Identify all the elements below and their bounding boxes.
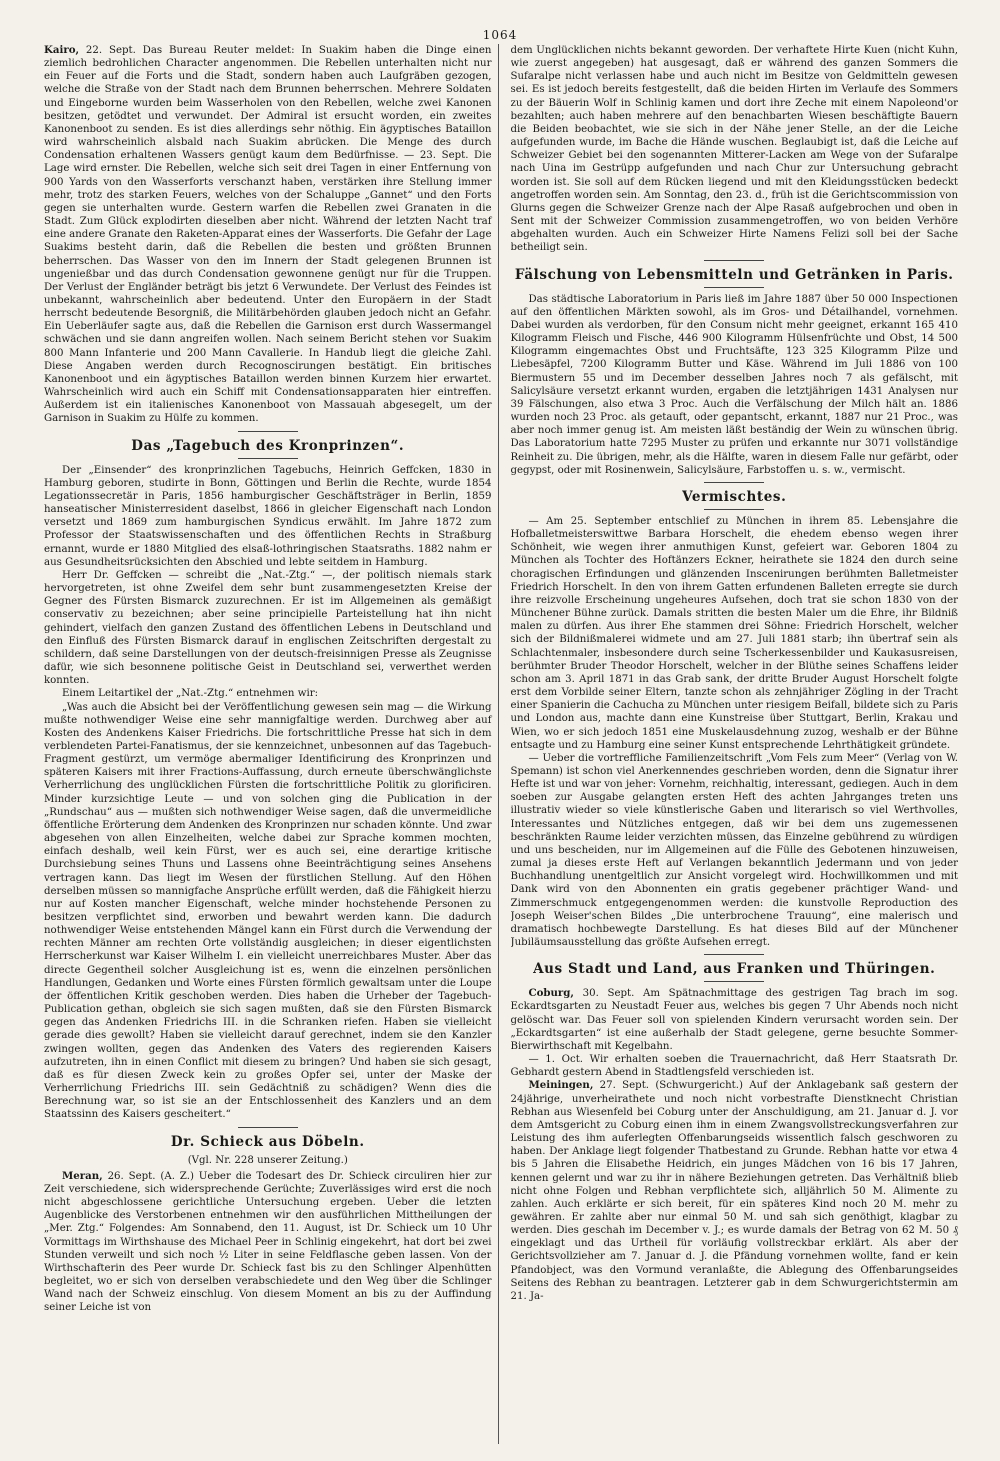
tagebuch-heading: Das „Tagebuch des Kronprinzen“. — [131, 437, 405, 454]
divider — [704, 509, 764, 510]
page-number: 1064 — [482, 28, 518, 42]
divider — [704, 260, 764, 261]
divider — [238, 458, 298, 459]
vermischtes-paragraph-2: — Ueber die vortreffliche Familienzeitschrift „Vom Fels zum Meer“ (Verlag von W. Spemann) ist schon viel Anerkennendes geschrieben worden, denn die Signatur ihrer Hefte ist und war von jeher: Vornehm, reichhaltig, interessant, gediegen. Auch in dem soeben zur Ausgabe gelangten ersten Heft des achten Jahrganges treten uns illustrativ wieder so viele künstlerische Gaben und literarisch so viel Werthvolles, Interessantes und Nützliches entgegen, daß wir bei dem uns zugemessenen beschränkten Raume leider verzichten müssen, das Einzelne gebührend zu würdigen und uns bescheiden, nur im Allgemeinen auf die Fülle des Gebotenen hinzuweisen, zumal ja dieses erste Heft auf Verlangen bekanntlich Jedermann und von jeder Buchhandlung unentgeltlich zur Ansicht vorgelegt wird. Hochwillkommen und mit Dank wird von den Abonnenten ein gratis gegebener prächtiger Wand- und Zimmerschmuck entgegengenommen werden: die kunstvolle Reproduction des Joseph Weiser'schen Bildes „Die unterbrochene Trauung“, eine malerisch und dramatisch hochbewegte Darstellung. Es hat dieses Bild auf der Münchener Jubiläumsausstellung das größte Aufsehen erregt. — [510, 752, 958, 948]
kairo-article — [44, 44, 492, 426]
right-column — [511, 44, 959, 1444]
schieck-heading: Dr. Schieck aus Döbeln. — [170, 1133, 365, 1150]
schieck-continuation: dem Unglücklichen nichts bekannt geworden. Der verhaftete Hirte Kuen (nicht Kuhn, wie zuerst angegeben) hat ausgesagt, daß er während des ganzen Sommers die Sufaralpe nicht verlassen habe und auch nicht im Besitze von Geldmitteln gewesen sei. Es ist jedoch bereits festgestellt, daß die beiden Hirten im Verlaufe des Sommers zu der Bäuerin Wolf in Schlinig kamen und dort ihre Zeche mit einem Napoleond'or bezahlten; auch haben mehrere auf den benachbarten Wiesen beschäftigte Bauern die Beiden beobachtet, wie sie sich in der Nähe jener Stelle, an der die Leiche aufgefunden wurde, im Bache die Hände wuschen. Beglaubigt ist, daß die Leiche auf Schweizer Gebiet bei den sogenannten Mitterer-Lacken am Wege von der Sufaralpe nach Uina im Gestrüpp aufgefunden und nach Chur zur Untersuchung gebracht worden ist. Sie soll auf dem Rücken liegend und mit den Kleidungsstücken bedeckt angetroffen worden sein. Am Sonntag, den 23. d., früh ist die Gerichtscommission von Glurns gegen die Schweizer Grenze nach der Alpe Rasaß aufgebrochen und oben in Sent mit der Schweizer Commission zusammengetroffen, wo von beiden Verhöre abgehalten wurden. Auch ein Schweizer Hirte Namens Felizi soll bei der Sache betheiligt sein. — [510, 45, 958, 254]
vermischtes-paragraph-1: — Am 25. September entschlief zu München in ihrem 85. Lebensjahre die Hofballetmeisterswittwe Barbara Horschelt, die ehedem ebenso wegen ihrer Schönheit, wie wegen ihrer anmuthigen Kunst, gefeiert war. Geboren 1804 zu München als Tochter des Hoftänzers Eckner, heirathete sie 1824 den durch seine choragischen Erfindungen und glänzenden Inscenirungen berühmten Balletmeister Friedrich Horschelt. In den von ihrem Gatten erfundenen Balleten erregte sie durch ihre reizvolle Erscheinung ungeheures Aufsehen, doch trat sie schon 1830 von der Münchener Bühne zurück. Damals stritten die besten Maler um die Ehre, ihr Bildniß malen zu dürfen. Aus ihrer Ehe stammen drei Söhne: Friedrich Horschelt, welcher sich der Bildnißmalerei widmete und am 27. Juli 1881 starb; ihn übertraf sein als Schlachtenmaler, insbesondere durch seine Tscherkessenbilder und Kaukasusreisen, berühmter Bruder Theodor Horschelt, welcher in der Blüthe seines Schaffens leider schon am 3. April 1871 in das Grab sank, der dritte Bruder August Horschelt folgte erst dem Vorbilde seiner Eltern, tanzte schon als zehnjähriger Zögling in der Tracht einer Spanierin die Cachucha zu München unter riesigem Beifall, bildete sich zu Paris und London aus, machte dann eine Kunstreise über Stuttgart, Berlin, Krakau und Wien, wo er sich jedoch 1851 eine Muskelausdehnung zuzog, weshalb er der Bühne entsagte und zu Hamburg eine seiner Kunst entsprechende Lehrthätigkeit gründete. — [510, 516, 958, 751]
coburg-article — [511, 987, 959, 1053]
paris-text: Das städtische Laboratorium in Paris ließ im Jahre 1887 über 50 000 Inspectionen auf den öffentlichen Märkten sowohl, als im Gros- und Détailhandel, vornehmen. Dabei wurden als verdorben, für den Consum nicht mehr geeignet, erkannt 165 410 Kilogramm Fleisch und Fische, 446 900 Kilogramm Hülsenfrüchte und Obst, 14 500 Kilogramm eingemachtes Obst und Fruchtsäfte, 123 325 Kilogramm Pilze und Liebesäpfel, 7200 Kilogramm Butter und Käse. Während im Juli 1886 von 100 Biermustern 55 und im December desselben Jahres noch 7 als gefälscht, mit Salicylsäure versetzt erkannt wurden, ergaben die letztjährigen 1431 Analysen nur 39 Fälschungen, also etwa 3 Proc. Auch die Verfälschung der Milch hält an. 1886 wurden noch 23 Proc. als getauft, oder gepantscht, erkannt, 1887 nur 21 Proc., was aber noch immer genug ist. Am meisten läßt beständig der Wein zu wünschen übrig. Das Laboratorium hatte 7295 Muster zu prüfen und erkannte nur 3071 vollständige Reinheit zu. Die übrigen, mehr, als die Hälfte, waren in diesem Falle nur gefärbt, oder gegypst, oder mit Rosinenwein, Salicylsäure, Farbstoffen u. s. w., vermischt. — [510, 293, 958, 476]
paris-heading: Fälschung von Lebensmitteln und Getränken in Paris. — [514, 266, 954, 283]
stadt-land-heading: Aus Stadt und Land, aus Franken und Thüringen. — [533, 961, 936, 978]
divider — [238, 1127, 298, 1128]
divider — [704, 981, 764, 982]
oct-note: — 1. Oct. Wir erhalten soeben die Trauernachricht, daß Herr Staatsrath Dr. Gebhardt gestern Abend in Stadtlengsfeld verschieden ist. — [510, 1054, 958, 1079]
divider — [704, 482, 764, 483]
schieck-text: 26. Sept. (A. Z.) Ueber die Todesart des Dr. Schieck circuliren hier zur Zeit verschiedene, sich widersprechende Gerüchte; Zuverlässiges wird erst die noch nicht abgeschlossene gerichtliche Untersuchung ergeben. Ueber die letzten Augenblicke des Verstorbenen entnehmen wir den ausführlichen Mittheilungen der „Mer. Ztg.“ Folgendes: Am Sonnabend, den 11. August, ist Dr. Schieck um 10 Uhr Vormittags im Wirthshause des Michael Peer in Schlinig eingekehrt, hat dort bei zwei Stunden verweilt und sich noch ½ Liter in seine Feldflasche geben lassen. Von der Wirthschafterin des Peer wurde Dr. Schieck fast bis zu den Schlinger Alpenhütten begleitet, wo er sich von derselben verabschiedete und den Weg über die Schlinger Wand nach der Schweiz einschlug. Von diesem Moment an bis zu der Auffindung seiner Leiche ist von — [44, 1170, 492, 1314]
divider — [704, 954, 764, 955]
tagebuch-paragraph-1: Der „Einsender“ des kronprinzlichen Tagebuchs, Heinrich Geffcken, 1830 in Hamburg geboren, studirte in Bonn, Göttingen und Berlin die Rechte, wurde 1854 Legationssecretär in Paris, 1856 hamburgischer Geschäftsträger in Berlin, 1859 hanseatischer Ministerresident daselbst, 1866 in gleicher Eigenschaft nach London versetzt und 1869 zum hamburgischen Syndicus erwählt. Im Jahre 1872 zum Professor der Staatswissenschaften und des öffentlichen Rechts in Straßburg ernannt, wurde er 1880 Mitglied des elsaß-lothringischen Staatsraths. 1882 nahm er aus Gesundheitsrücksichten den Abschied und lebte seitdem in Hamburg. — [44, 464, 492, 568]
coburg-dateline: Coburg, — [528, 987, 574, 1000]
divider — [238, 431, 298, 432]
meiningen-dateline: Meiningen, — [528, 1079, 594, 1092]
kairo-text: 22. Sept. Das Bureau Reuter meldet: In Suakim haben die Dinge einen ziemlich bedrohlichen Character angenommen. Die Rebellen unterhalten nicht nur ein Feuer auf die Forts und die Stadt, sondern haben auch Laufgräben gezogen, welche die Straße von der Stadt nach dem Brunnen beherrschen. Mehrere Soldaten und Eingeborne wurden beim Wasserholen von den Rebellen, welche zwei Kanonen besitzen, getödtet und verwundet. Der Admiral ist ersucht worden, ein zweites Kanonenboot zu senden. Es ist dies allerdings sehr nöthig. Ein ägyptisches Bataillon wird wahrscheinlich alsbald nach Suakim abrücken. Die Menge des durch Condensation erhaltenen Wassers genügt kaum dem Bedürfnisse. — 23. Sept. Die Lage wird ernster. Die Rebellen, welche sich seit drei Tagen in einer Entfernung von 900 Yards von den Wasserforts verschanzt haben, verstärken ihre Stellung immer mehr, trotz des starken Feuers, welches von der Schaluppe „Gannet“ und den Forts gegen sie unterhalten wurde. Gestern warfen die Rebellen zwei Granaten in die Stadt. Zum Glück explodirten dieselben aber nicht. Während der letzten Nacht traf eine andere Granate den Raketen-Apparat eines der Wasserforts. Die Gefahr der Lage Suakims besteht darin, daß die Rebellen die besten und größten Brunnen beherrschen. Das Wasser von den im Innern der Stadt gelegenen Brunnen ist ungenießbar und das durch Condensation gewonnene genügt nur für die Truppen. Der Verlust der Engländer beträgt bis jetzt 6 Verwundete. Der Verlust des Feindes ist unbekannt, wahrscheinlich aber bedeutend. Unter den Europäern in der Stadt herrscht bedeutende Besorgniß, die Militärbehörden glauben jedoch nicht an Gefahr. Ein Ueberläufer sagte aus, daß die Rebellen die Garnison erst durch Wassermangel schwächen und sie dann angreifen wollen. Nach seinem Bericht stehen vor Suakim 800 Mann Infanterie und 200 Mann Cavallerie. In Handub liegt die gleiche Zahl. Diese Angaben werden durch Recognoscirungen bestätigt. Ein britisches Kanonenboot und ein ägyptisches Bataillon werden binnen Kurzem hier erwartet. Wahrscheinlich wird auch ein Schiff mit Condensationsapparaten hier eintreffen. Außerdem ist ein italienisches Kanonenboot von Massauah abgesegelt, um der Garnison in Suakim zu Hülfe zu kommen. — [44, 45, 492, 425]
divider — [704, 287, 764, 288]
schieck-dateline: Meran, — [62, 1169, 103, 1182]
kairo-dateline: Kairo, — [44, 44, 80, 56]
tagebuch-paragraph-2: Herr Dr. Geffcken — schreibt die „Nat.-Ztg.“ —, der politisch niemals stark hervorgetreten, ist ohne Zweifel dem sehr bunt zusammengesetzten Kreise der Gegner des Fürsten Bismarck zuzurechnen. Er ist im Allgemeinen als gemäßigt conservativ zu bezeichnen; aber seine principielle Parteistellung hat ihn nicht gehindert, vielfach den ganzen Zustand des öffentlichen Lebens in Deutschland und den Einfluß des Fürsten Bismarck darauf in englischen Zeitschriften dergestalt zu schildern, daß seine Darstellungen von der deutsch-freisinnigen Presse als Zeugnisse dafür, wie sich besonnene politische Geist in Deutschland sei, verwerthet werden konnten. — [44, 569, 492, 687]
schieck-subheading: (Vgl. Nr. 228 unserer Zeitung.) — [187, 1154, 348, 1166]
schieck-article — [44, 1170, 492, 1315]
columns — [44, 44, 958, 1444]
tagebuch-paragraph-4: „Was auch die Absicht bei der Veröffentlichung gewesen sein mag — die Wirkung mußte nothwendiger Weise eine sehr mannigfaltige werden. Durchweg aber auf Kosten des Andenkens Kaiser Friedrichs. Die fortschrittliche Presse hat sich in dem verblendeten Partei-Fanatismus, der sie kennzeichnet, unbesonnen auf das Tagebuch-Fragment gestürzt, um vermöge abermaliger Identificirung des Kronprinzen und späteren Kaisers mit ihrer Fractions-Auffassung, durch erneute überschwänglichste Verherrlichung des unglücklichen Fürsten die fortschrittliche Politik zu glorificiren. Minder kurzsichtige Leute — und von solchen ging die Publication in der „Rundschau“ aus — mußten sich nothwendiger Weise sagen, daß die unvermeidliche öffentliche Erörterung dem Andenken des Kronprinzen nur schaden könnte. Und zwar abgesehen von allen Einzelheiten, welche dabei zur Sprache kommen mochten, einfach deshalb, weil kein Fürst, wer es auch sei, eine derartige kritische Durchsiebung seines Thuns und Lassens ohne Beeinträchtigung seines Ansehens vertragen kann. Das liegt im Wesen der fürstlichen Stellung. Auf den Höhen derselben müssen so mannigfache Ansprüche erfüllt werden, daß die Fähigkeit hierzu nur auf Kosten mancher Eigenschaft, welche minder hochstehende Personen zu besitzen verpflichtet sind, erworben und bewahrt werden kann. Die dadurch nothwendiger Weise entstehenden Mängel kann ein Fürst durch die Verwendung der rechten Männer am rechten Orte vollständig ausgleichen; in dieser eigentlichsten Herrscherkunst war Kaiser Wilhelm I. ein vielleicht unerreichbares Muster. Aber das directe Gegentheil solcher Ausgleichung ist es, wenn die einzelnen persönlichen Handlungen, Gedanken und Worte eines Fürsten förmlich gewaltsam unter die Loupe der öffentlichen Kritik geschoben werden. Dies haben die Urheber der Tagebuch-Publication gethan, obgleich sie sich sagen mußten, daß sie den Fürsten Bismarck gegen das Andenken Friedrichs III. in die Schranken riefen. Haben sie vielleicht gerade dies gewollt? Haben sie vielleicht darauf gerechnet, indem sie den Kanzler zwingen wollten, gegen das Andenken des Vaters des regierenden Kaisers aufzutreten, ihn in einen Conflict mit diesem zu bringen? Und haben sie sich gesagt, daß es für diesen Zweck kein zu großes Opfer sei, unter der Maske der Verherrlichung Friedrichs III. sein Gedächtniß zu schädigen? Wenn dies die Berechnung war, so ist sie an der Entschlossenheit des Kanzlers und an dem Staatssinn des Kaisers gescheitert.“ — [44, 701, 492, 1121]
tagebuch-paragraph-3: Einem Leitartikel der „Nat.-Ztg.“ entnehmen wir: — [62, 688, 319, 700]
left-column — [44, 44, 499, 1444]
meiningen-article — [511, 1079, 959, 1303]
coburg-text: 30. Sept. Am Spätnachmittage des gestrigen Tag brach im sog. Eckardtsgarten zu Neustadt Feuer aus, welches bis gegen 7 Uhr Abends noch nicht gelöscht war. Das Feuer soll von spielenden Kindern verursacht worden sein. Der „Eckardtsgarten“ ist eine außerhalb der Stadt gelegene, gerne besuchte Sommer-Bierwirthschaft mit Kegelbahn. — [510, 988, 958, 1052]
vermischtes-heading: Vermischtes. — [682, 488, 787, 505]
meiningen-text: 27. Sept. (Schwurgericht.) Auf der Anklagebank saß gestern der 24jährige, unverheirathete und noch nicht vorbestrafte Dienstknecht Christian Rebhan aus Wiesenfeld bei Coburg unter der Anschuldigung, am 21. Januar d. J. vor dem Amtsgericht zu Coburg einen ihm in einem Zwangsvollstreckungsverfahren zur Leistung des ihm auferlegten Offenbarungseids wissentlich falsch geschworen zu haben. Der Anklage liegt folgender Thatbestand zu Grunde. Rebhan hatte vor etwa 4 bis 5 Jahren die Elisabethe Heidrich, ein junges Mädchen von 16 bis 17 Jahren, kennen gelernt und war zu ihr in nähere Beziehungen getreten. Das Verhältniß blieb nicht ohne Folgen und Rebhan verpflichtete sich, alljährlich 50 M. Alimente zu zahlen. Auch erklärte er sich bereit, für ein späteres Kind noch 20 M. mehr zu gewähren. Er zahlte aber nur einmal 50 M. und sah sich genöthigt, klagbar zu werden. Dies geschah im December v. J.; es wurde damals der Betrag von 62 M. 50 ₰ eingeklagt und das Urtheil für vorläufig vollstreckbar erklärt. Als aber der Gerichtsvollzieher am 7. Januar d. J. die Pfändung vornehmen wollte, fand er kein Pfandobject, was den Vormund veranlaßte, die Ablegung des Offenbarungseides Seitens des Rebhan zu beantragen. Letzterer gab in dem Schwurgerichtstermin am 21. Ja- — [510, 1080, 958, 1302]
